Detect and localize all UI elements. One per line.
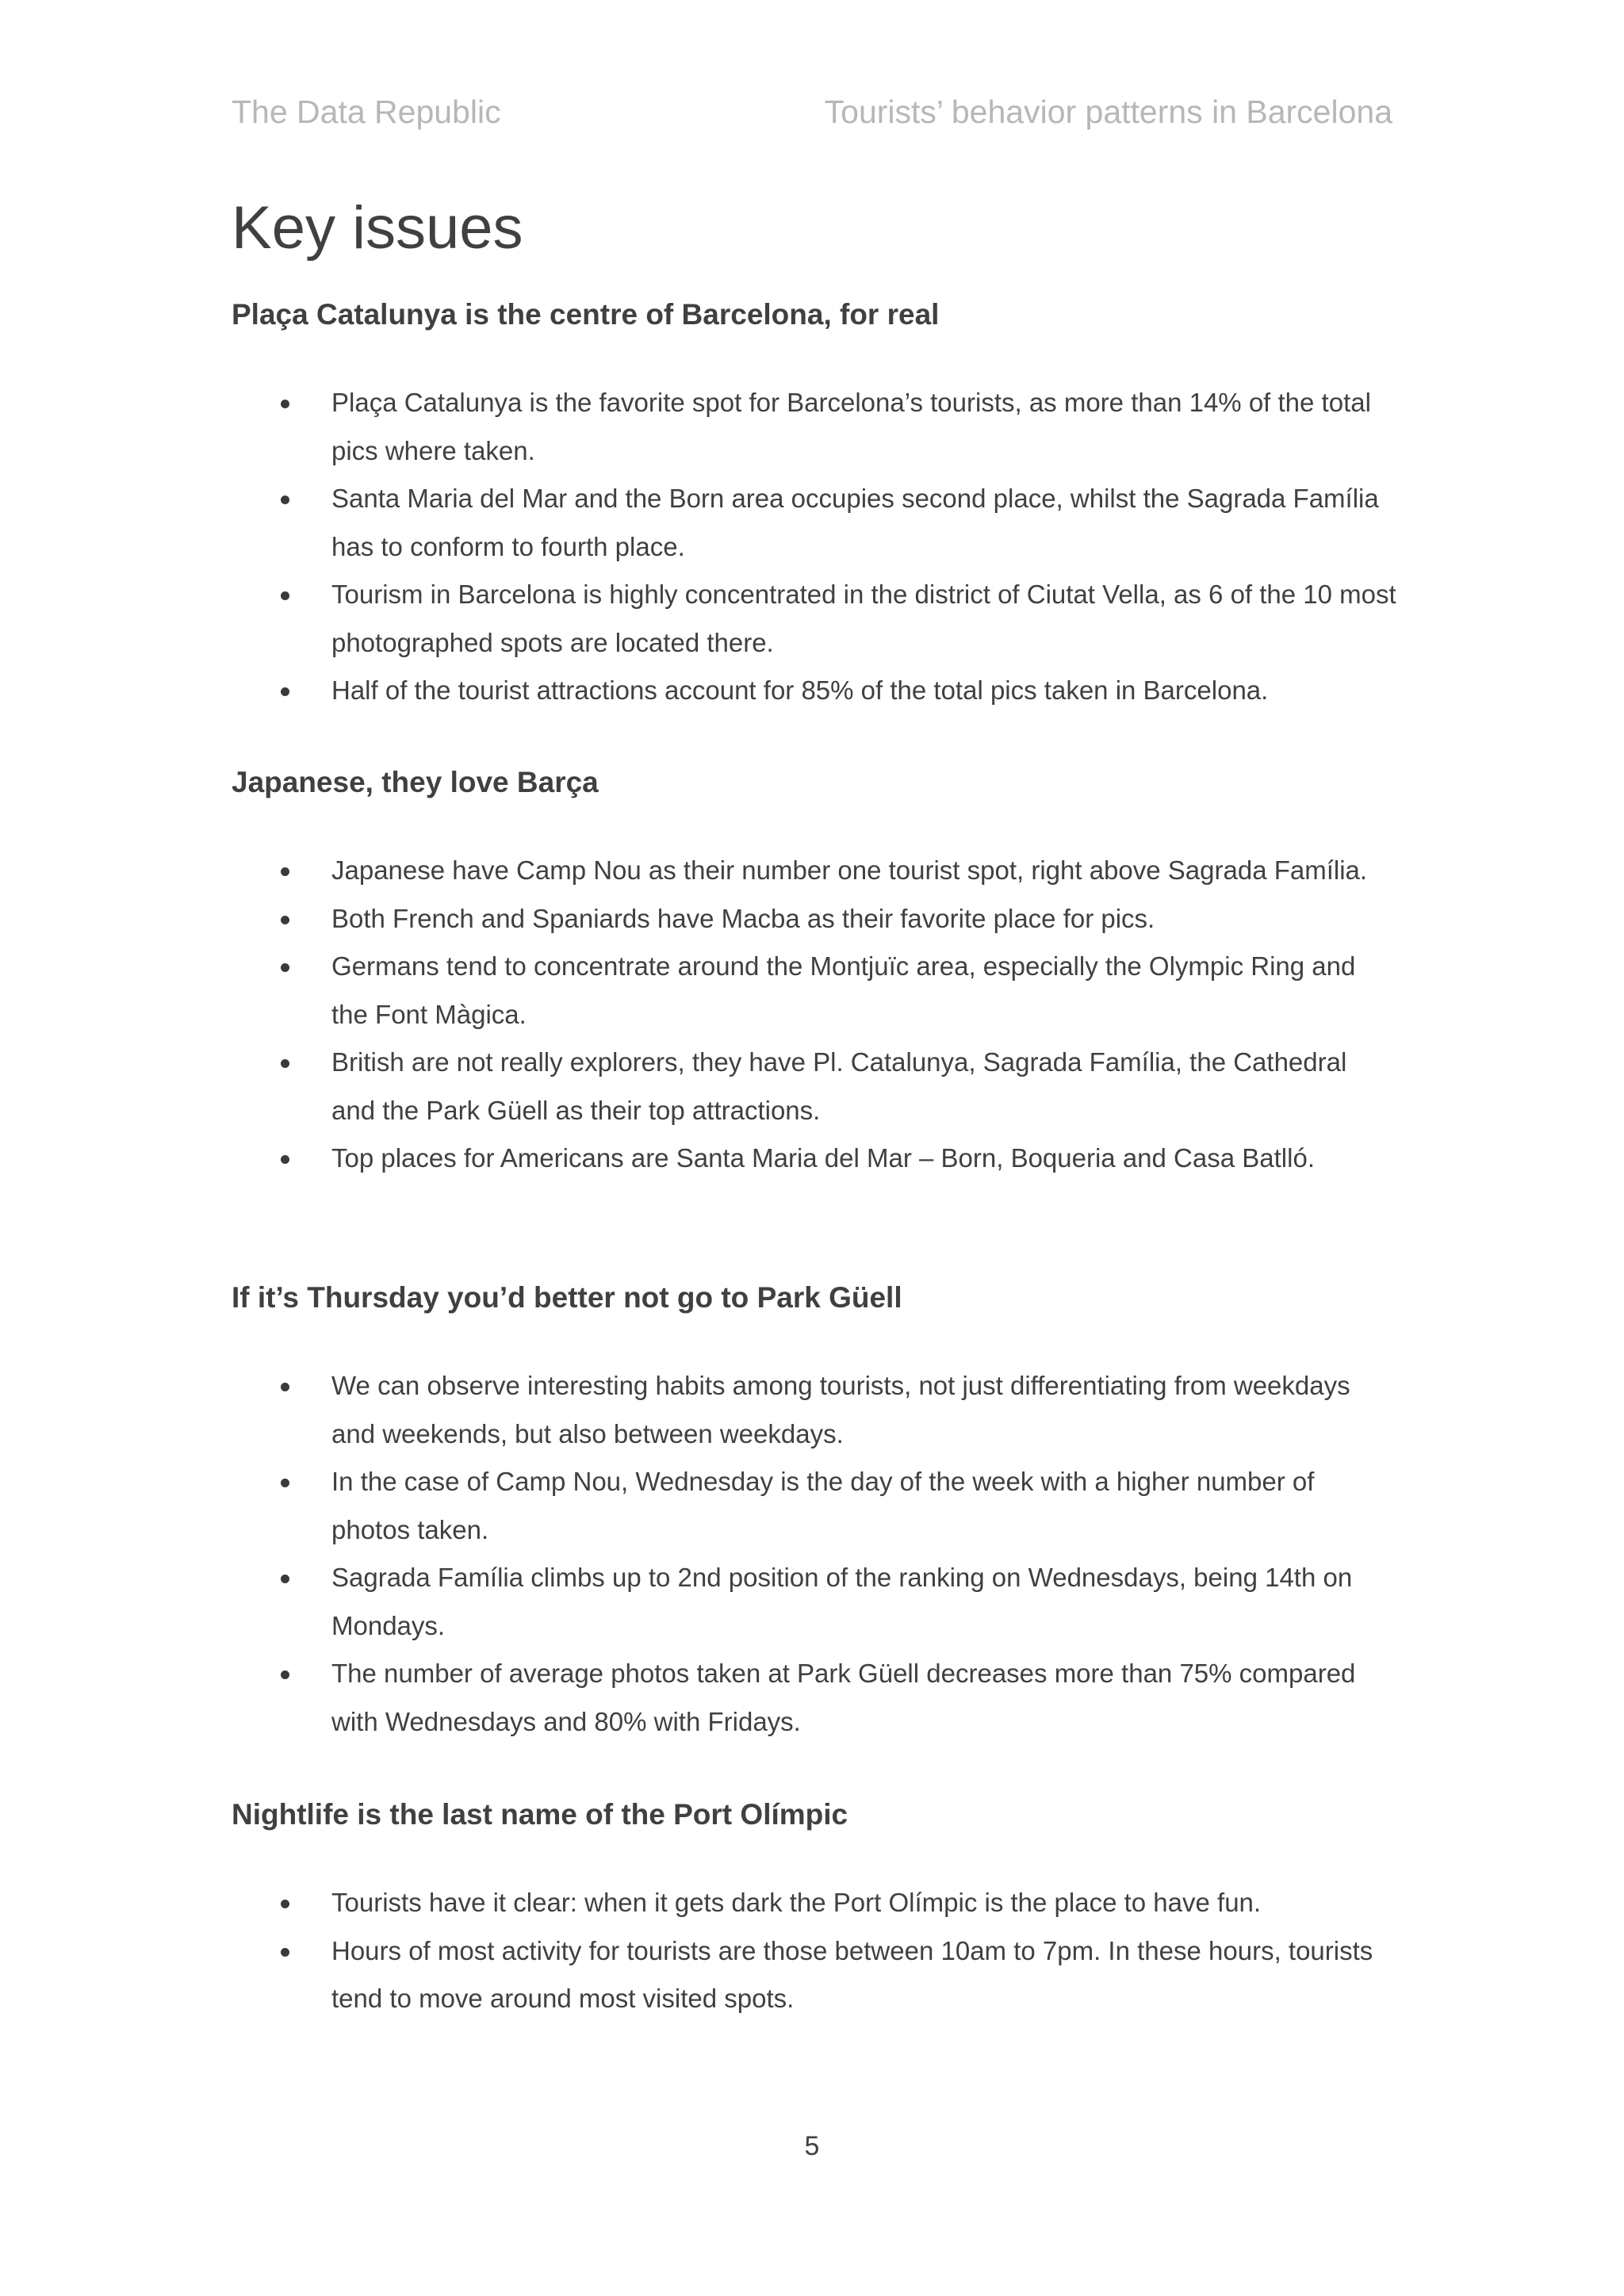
bullet-item (232, 571, 1397, 667)
bullet-item (232, 1135, 1397, 1183)
bullet-dot-icon (281, 1900, 289, 1908)
section-heading: If it’s Thursday you’d better not go to Park Güell (232, 1281, 902, 1314)
bullet-dot-icon (281, 400, 289, 408)
bullet-item (232, 1458, 1397, 1554)
bullet-item (232, 1879, 1397, 1927)
bullet-dot-icon (281, 867, 289, 876)
bullet-dot-icon (281, 1059, 289, 1068)
bullet-item (232, 1554, 1397, 1650)
bullet-item (232, 667, 1397, 715)
bullet-item (232, 1362, 1397, 1458)
bullet-dot-icon (281, 1383, 289, 1391)
bullet-list (232, 847, 1397, 1183)
bullet-dot-icon (281, 591, 289, 600)
bullet-dot-icon (281, 963, 289, 972)
page-number: 5 (804, 2131, 820, 2161)
bullet-item (232, 1039, 1397, 1135)
bullet-item (232, 895, 1397, 943)
bullet-text: Sagrada Família climbs up to 2nd position of the ranking on Wednesdays, being 14th on Mondays. (331, 1563, 1353, 1640)
bullet-item (232, 475, 1397, 571)
bullet-list (232, 1362, 1397, 1746)
bullet-text: Tourism in Barcelona is highly concentrated in the district of Ciutat Vella, as 6 of the 10 most photographed spots are located there. (331, 580, 1396, 657)
page-content (232, 190, 1397, 2013)
bullet-text: The number of average photos taken at Park Güell decreases more than 75% compared with Wednesdays and 80% with Fridays. (331, 1659, 1356, 1736)
bullet-text: Plaça Catalunya is the favorite spot for Barcelona’s tourists, as more than 14% of the total pics where taken. (331, 388, 1371, 465)
page-title: Key issues (232, 194, 523, 262)
bullet-dot-icon (281, 496, 289, 504)
bullet-text: In the case of Camp Nou, Wednesday is the day of the week with a higher number of photos taken. (331, 1467, 1315, 1544)
bullet-item (232, 943, 1397, 1039)
bullet-item (232, 1927, 1397, 2023)
bullet-item (232, 1650, 1397, 1746)
bullet-dot-icon (281, 687, 289, 696)
bullet-text: Japanese have Camp Nou as their number one tourist spot, right above Sagrada Família. (331, 855, 1368, 885)
bullet-dot-icon (281, 1479, 289, 1487)
bullet-text: We can observe interesting habits among tourists, not just differentiating from weekdays and weekends, but also between weekdays. (331, 1371, 1350, 1448)
bullet-list (232, 1879, 1397, 2023)
bullet-text: Tourists have it clear: when it gets dark the Port Olímpic is the place to have fun. (331, 1888, 1262, 1917)
bullet-list (232, 379, 1397, 715)
bullet-text: Hours of most activity for tourists are those between 10am to 7pm. In these hours, tourists tend to move around most visited spots. (331, 1935, 1373, 2013)
bullet-text: Germans tend to concentrate around the Montjuïc area, especially the Olympic Ring and the Font Màgica. (331, 951, 1356, 1029)
bullet-text: Half of the tourist attractions account for 85% of the total pics taken in Barcelona. (331, 675, 1269, 705)
bullet-text: Top places for Americans are Santa Maria del Mar – Born, Boqueria and Casa Batlló. (331, 1143, 1315, 1173)
section-heading: Nightlife is the last name of the Port Olímpic (232, 1798, 848, 1831)
section-heading: Plaça Catalunya is the centre of Barcelona, for real (232, 298, 940, 331)
bullet-dot-icon (281, 1670, 289, 1679)
bullet-dot-icon (281, 916, 289, 924)
bullet-item (232, 847, 1397, 895)
running-header-report-title: Tourists’ behavior patterns in Barcelona (824, 94, 1392, 130)
bullet-dot-icon (281, 1948, 289, 1957)
bullet-text: British are not really explorers, they have Pl. Catalunya, Sagrada Família, the Cathedral and the Park Güell as their top attractions. (331, 1047, 1347, 1125)
bullet-text: Both French and Spaniards have Macba as their favorite place for pics. (331, 903, 1155, 933)
bullet-text: Santa Maria del Mar and the Born area occupies second place, whilst the Sagrada Família has to conform to fourth place. (331, 484, 1379, 561)
running-header-publisher: The Data Republic (232, 94, 501, 130)
section-heading: Japanese, they love Barça (232, 766, 599, 798)
bullet-dot-icon (281, 1155, 289, 1164)
bullet-item (232, 379, 1397, 475)
bullet-dot-icon (281, 1575, 289, 1583)
